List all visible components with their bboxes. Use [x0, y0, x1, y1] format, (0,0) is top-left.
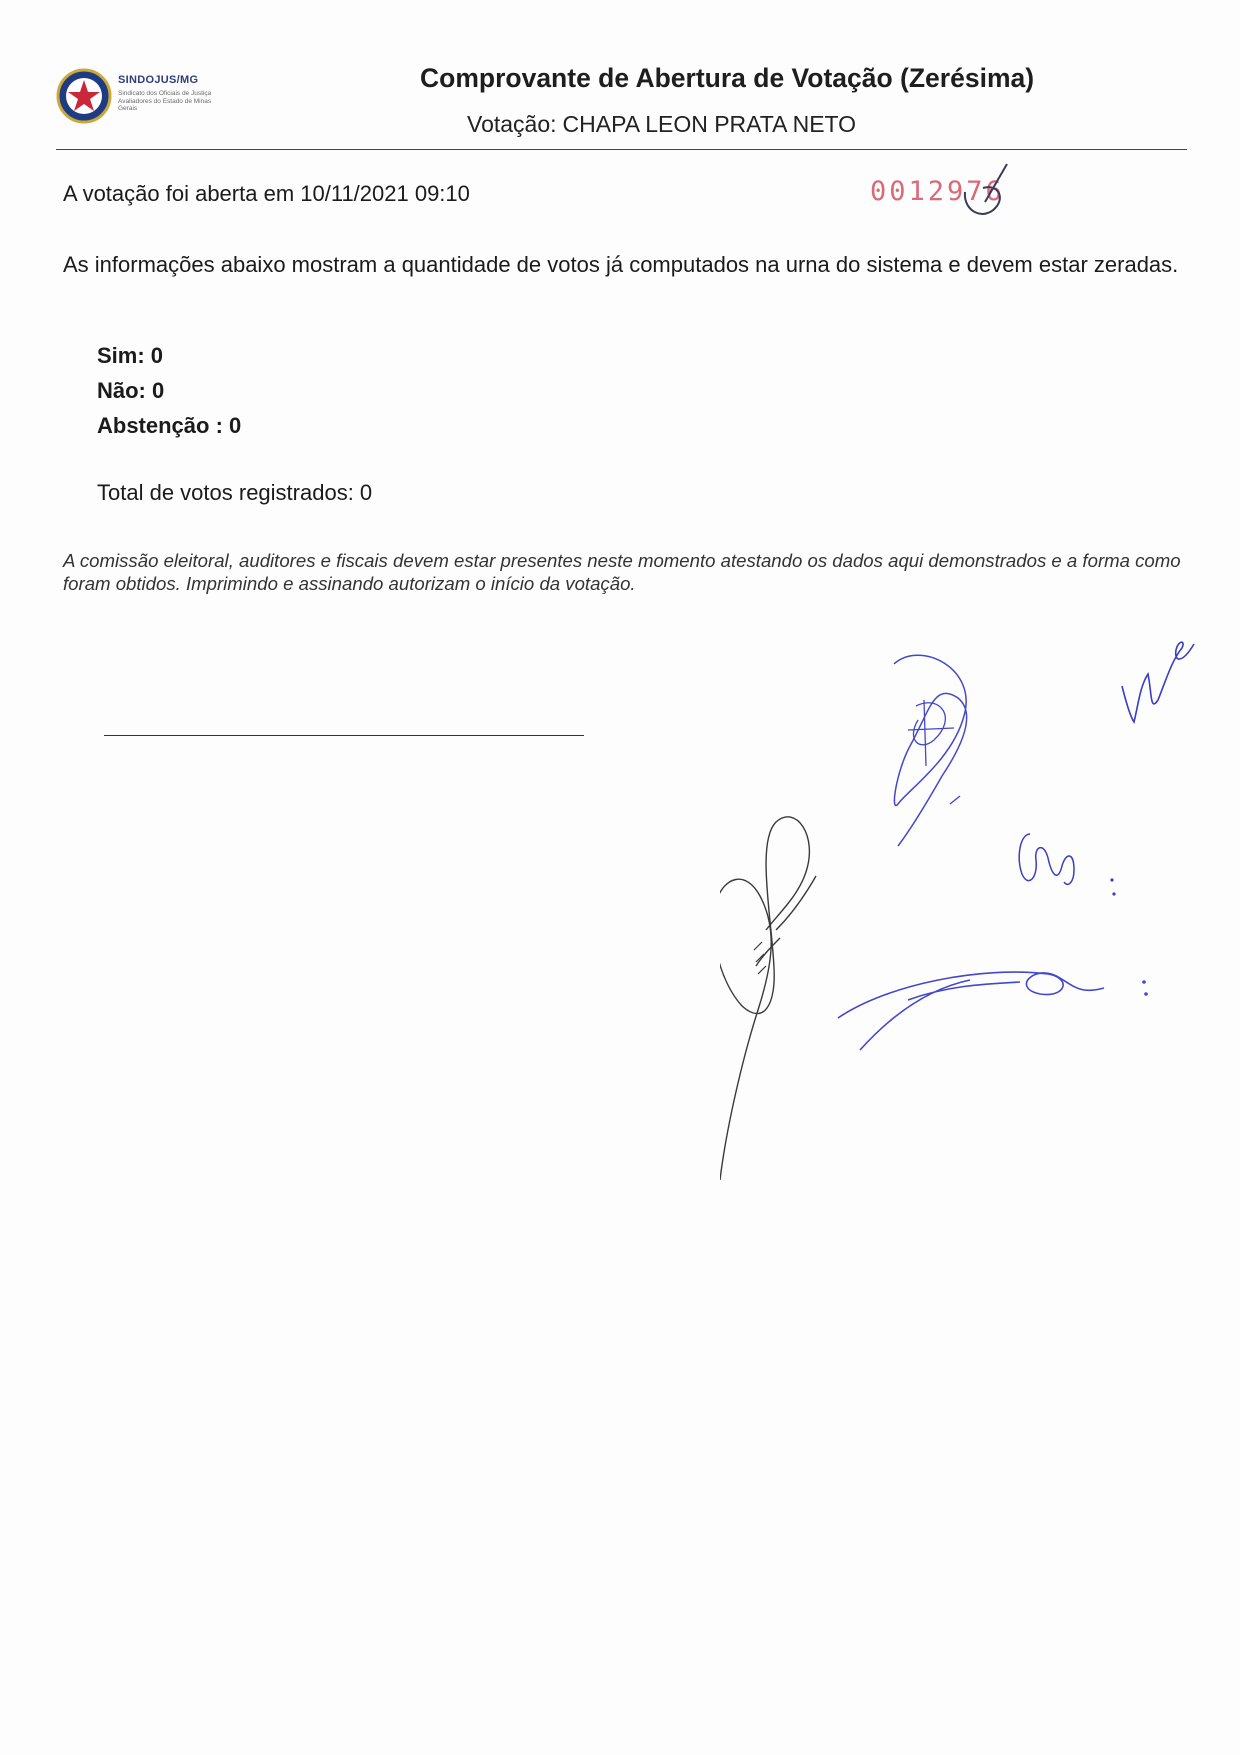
signature-4 [838, 972, 1104, 1050]
vote-counts [97, 338, 241, 443]
handwritten-signatures [720, 590, 1210, 1190]
star-seal-icon [56, 68, 112, 124]
subtitle-value: CHAPA LEON PRATA NETO [562, 111, 857, 137]
header-divider [56, 149, 1187, 150]
signature-3 [1019, 834, 1074, 884]
opened-datetime-text: A votação foi aberta em 10/11/2021 09:10 [63, 181, 470, 206]
stamp-initial-mark [955, 162, 1015, 228]
commission-note: A comissão eleitoral, auditores e fiscais devem estar presentes neste momento atestando os dados aqui demonstrados e a forma como foram obtidos. Imprimindo e assinando autorizam o início da votação. [63, 550, 1181, 594]
logo-subtitle: Sindicato dos Oficiais de Justiça Avaliadores do Estado de Minas Gerais [118, 90, 212, 113]
signature-line [104, 735, 584, 736]
document-title: Comprovante de Abertura de Votação (Zerésima) [420, 63, 1035, 93]
logo-name: SINDOJUS/MG [118, 74, 199, 86]
total-votes-text: Total de votos registrados: 0 [97, 480, 373, 505]
sindojus-logo [56, 66, 231, 128]
signature-5 [720, 817, 816, 1180]
subtitle-label: Votação: [467, 111, 557, 137]
info-paragraph: As informações abaixo mostram a quantidade de votos já computados na urna do sistema e devem estar zeradas. [63, 252, 1179, 277]
count-sim: Sim: 0 [97, 343, 164, 368]
serial-number-stamp: 0012976 [870, 176, 1005, 207]
signature-1 [1122, 642, 1194, 722]
count-nao: Não: 0 [97, 378, 165, 403]
signature-2 [894, 655, 967, 846]
document-subtitle [467, 111, 856, 138]
count-abstencao: Abstenção : 0 [97, 413, 242, 438]
